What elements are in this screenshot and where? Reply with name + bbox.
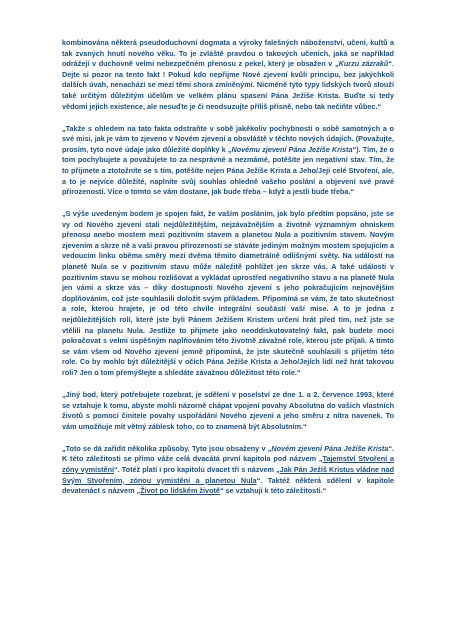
paragraph-text: „Takže s ohledem na tato fakta odstraňte v sobě jakékoliv pochybnosti o sobě samotných a o své misi, jak je vám to zjeveno v Novém zjevení a obsvláště v těchto nových údajích. (Považujte, prosím, tyto nové údaje jako důležité doplňky k „ xyxy=(62,123,394,154)
paragraph-text: “. Taktéž některá sdělení v kapitole devatenáct s názvem „ xyxy=(62,475,394,496)
italic-title-text: Kurzu zázraků xyxy=(338,59,389,69)
italic-title-text: Novém zjevení Pána Ježíše Krista xyxy=(271,443,389,453)
paragraph-text: kombinována některá pseudoduchovní dogmata a výroky falešných náboženství, učení, kultů a tak zvaných hnutí nového věku. To je zvláště pravdou o takových učeních, jaká se například odrážejí v duchovně velmi nebezpečném přenosu z pekel, který je obsažen v „ xyxy=(62,38,394,69)
paragraph-text: “). Tím, že o tom pochybujete a považujete to za nesprávné a nezmámé, potěšíte jen negativní stav. Tím, že to přijmete a ztotožníte se s tím, potěšíte nejen Pána Ježíše Krista a Jeho/Její celé Stvoření, ale, a to je nejvíce důležité, naplníte svůj souhlas ohledně vašeho poslání a objevení své pravé přirozenosti. Více o tomto se vám dostane, jak bude třeba – když a jestli bude třeba.“ xyxy=(62,144,394,197)
paragraph-2 xyxy=(62,124,394,198)
paragraph-text: “. Dejte si pozor na tento fakt ! Pokud kdo nepřijme Nové zjevení kvůli principu, bez jakýchkoli dalších úvah, nenachází se mezi těmi shora zmíněnými. Nicméně tyto typy lidských tvorů slouží také určitým důležitým účelům ve velkém plánu spasení Pána Ježíše Krista. Buďte si tedy vědomi jejich existence, ale nesuďte je či neodsuzujte příliš přísně, nebo tak nečiňte vůbec.“ xyxy=(62,59,394,111)
underlined-chapter-title: Jak Pán Ježíš Kristus vládne nad Svým Stvořením, zónou vymistění a planetou Nula xyxy=(62,464,394,485)
underlined-chapter-title: Tajemství Stvoření a zóny vymistění xyxy=(62,454,395,474)
paragraph-text: „Jiný bod, který potřebujete rozebrat, je sdělení v poselství ze dne 1. a 2. července 1993, které se vztahuje k tomu, abyste mohli názorně chápat vpojení povahy Absolutna do vašich vlastních životů s pomocí činitele povahy uspořádání Nového zjevení a jeho směru z nitra navenek. To vám umožňuje mít větný záblesk toho, co to znamená být Absolutním.“ xyxy=(62,389,394,431)
paragraph-text: „Toto se dá zařídit několika způsoby. Tyto jsou obsaženy v „ xyxy=(62,443,272,453)
underlined-chapter-title: Život po lidském životě xyxy=(140,486,220,496)
paragraph-text: “. Totéž platí i pro kapitolu dvacet tři s názvem „ xyxy=(114,464,280,474)
paragraph-1 xyxy=(62,38,394,112)
paragraph-4 xyxy=(62,390,394,432)
paragraph-text: „S výše uvedeným bodem je spojen fakt, že vaším posláním, jak bylo předtím popsáno, jste se vy od Nového zjevení stali nejdůležitějším, nejzávažnějším a životně významným ohniskem přenosu anebo mostem mezi pozitivním stavem a planetou Nula a pozitivním stavem. Novým zjevením a skrze ně a vaši pravou přirozenosti se stáváte jediným možným mostem spojujícím a vedoucím linku oběma směry mezi dvěma těmito diametrálně odlišnými světy. Na událostí na planetě Nula se v pozitivním stavu může náležitě pohlížet jen skrze vás. A také události v pozitivním stavu se mohou rozlišovat a vykládat uprostřed negativního stavu a na planetě Nula jen vámi a skrze vás – díky dostupnosti Nového zjevení s jeho pokračujícím nejnovějším doplňováním, což jste souhlasili doložit svým příkladem. Připomíná se vám, že tato skutečnost a role, kterou hrajete, je od této chvíle integrální součástí vaší mise. A to je jedna z nejdůležitějších rolí, které jste byli Pánem Ježíšem Kristem určeni hrát před tím, než jste se vtělili na planetu Nula. Jestliže to přijmete jako neoddiskutovatelný fakt, pak budete moci pokračovat s velmi úspěšným naplňováním této životně závažné role, kterou jste přijali. A tímto se vám všem od Nového zjevení jemně připomíná, že jste skutečně souhlasili s přijetím této role. Co by mohlo být důležitější v očích Pána Ježíše Krista a Jeho/Jejích lidí než hrát takovou roli? Jen o tom přemýšlejte a shledáte závažnou důležitost této role.“ xyxy=(62,209,394,377)
paragraph-5 xyxy=(62,444,394,497)
italic-title-text: Novému zjevení Pána Ježíše Krista xyxy=(231,144,353,154)
paragraph-text: “. K této záležitosti se přímo váže celá dvacátá první kapitola pod názvem „ xyxy=(62,443,394,464)
paragraph-3 xyxy=(62,209,394,379)
paragraph-text: “ se vztahují k této záležitosti.“ xyxy=(219,486,327,496)
